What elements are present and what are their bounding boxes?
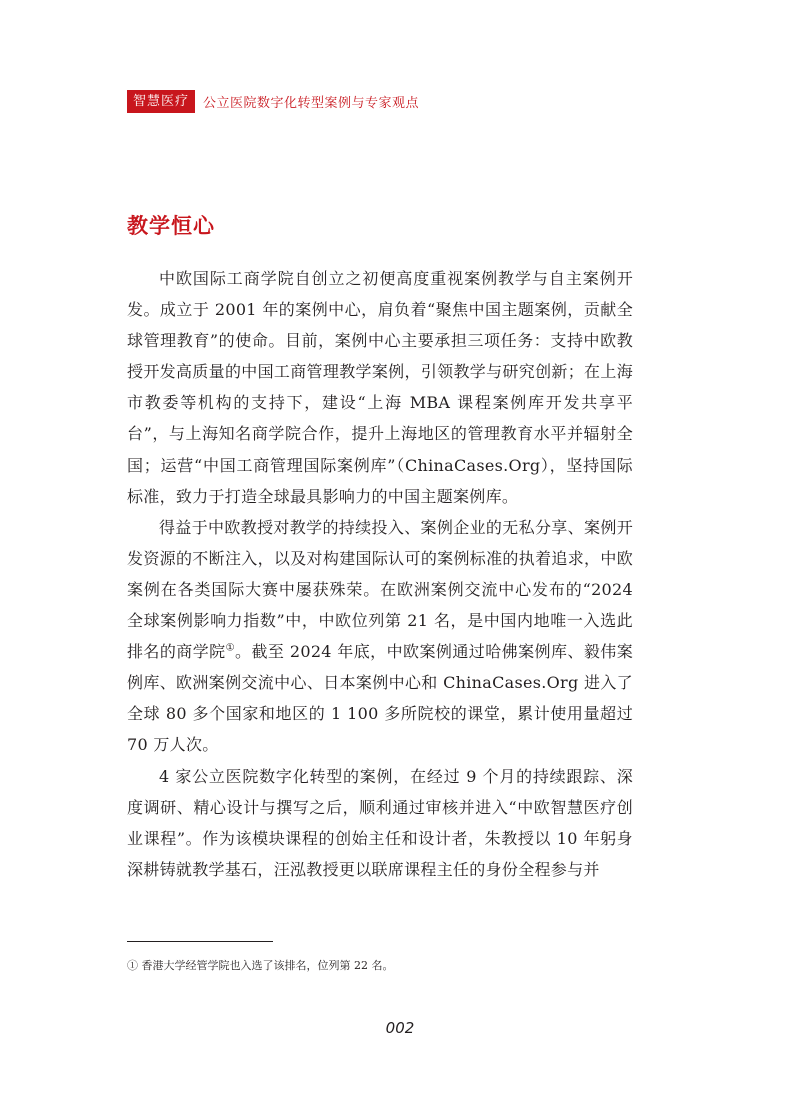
header-subtitle: 公立医院数字化转型案例与专家观点 bbox=[203, 96, 420, 111]
header-badge: 智慧医疗 bbox=[127, 90, 195, 113]
paragraph-2-part-1: 得益于中欧教授对教学的持续投入、案例企业的无私分享、案例开发资源的不断注入，以及对构建国际认可的案例标准的执着追求，中欧案例在各类国际大赛中屡获殊荣。在欧洲案例交流中心发布的“2024 全球案例影响力指数”中，中欧位列第 21 名，是中国内地唯一入选此排名的商学院 bbox=[127, 517, 633, 662]
running-header bbox=[127, 90, 419, 113]
body-text bbox=[127, 263, 633, 885]
footnote-divider bbox=[127, 941, 273, 942]
paragraph-3: 4 家公立医院数字化转型的案例，在经过 9 个月的持续跟踪、深度调研、精心设计与撰写之后，顺利通过审核并进入“中欧智慧医疗创业课程”。作为该模块课程的创始主任和设计者，朱教授以 10 年躬身深耕铸就教学基石，汪泓教授更以联席课程主任的身份全程参与并 bbox=[127, 766, 633, 879]
footnote-reference[interactable]: ① bbox=[225, 642, 236, 654]
footnote: ① 香港大学经管学院也入选了该排名，位列第 22 名。 bbox=[127, 959, 394, 972]
paragraph-1: 中欧国际工商学院自创立之初便高度重视案例教学与自主案例开发。成立于 2001 年的案例中心，肩负着“聚焦中国主题案例，贡献全球管理教育”的使命。目前，案例中心主要承担三项任务：支持中欧教授开发高质量的中国工商管理教学案例，引领教学与研究创新；在上海市教委等机构的支持下，建设“上海 MBA 课程案例库开发共享平台”，与上海知名商学院合作，提升上海地区的管理教育水平并辐射全国；运营“中国工商管理国际案例库”（ChinaCases.Org），坚持国际标准，致力于打造全球最具影响力的中国主题案例库。 bbox=[127, 269, 633, 506]
page-number: 002 bbox=[385, 1019, 415, 1037]
section-title: 教学恒心 bbox=[127, 214, 215, 238]
paragraph-2 bbox=[127, 512, 633, 761]
paragraph-2-part-2: 。截至 2024 年底，中欧案例通过哈佛案例库、毅伟案例库、欧洲案例交流中心、日本案例中心和 ChinaCases.Org 进入了全球 80 多个国家和地区的 1 100 多所院校的课堂，累计使用量超过 70 万人次。 bbox=[127, 642, 633, 755]
